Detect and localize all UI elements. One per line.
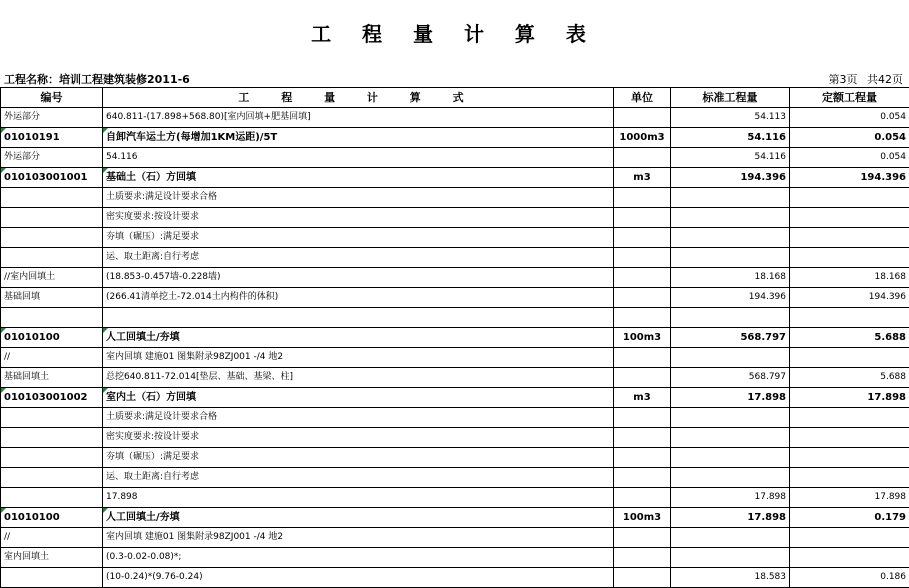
header-formula: 工 程 量 计 算 式: [103, 88, 614, 108]
code-cell[interactable]: 010103001002: [1, 388, 103, 408]
table-row: [1, 108, 909, 128]
quota-quantity-cell[interactable]: [790, 188, 909, 208]
table-row: [1, 328, 909, 348]
table-row: [1, 368, 909, 388]
unit-cell[interactable]: [614, 428, 671, 448]
page-title: 工 程 量 计 算 表: [0, 18, 909, 47]
standard-quantity-cell[interactable]: 568.797: [671, 328, 790, 348]
formula-cell[interactable]: 运、取土距离:自行考虑: [103, 468, 614, 488]
standard-quantity-cell[interactable]: [671, 468, 790, 488]
code-cell[interactable]: 基础回填: [1, 288, 103, 308]
code-cell[interactable]: //: [1, 348, 103, 368]
quota-quantity-cell[interactable]: 0.054: [790, 108, 909, 128]
table-row: [1, 528, 909, 548]
quota-quantity-cell[interactable]: [790, 528, 909, 548]
code-cell[interactable]: 外运部分: [1, 148, 103, 168]
table-header-row: [1, 88, 909, 108]
unit-cell[interactable]: [614, 108, 671, 128]
formula-cell[interactable]: 土质要求:满足设计要求合格: [103, 188, 614, 208]
code-cell[interactable]: [1, 188, 103, 208]
standard-quantity-cell[interactable]: 17.898: [671, 508, 790, 528]
unit-cell[interactable]: [614, 568, 671, 588]
unit-cell[interactable]: [614, 248, 671, 268]
table-row: [1, 228, 909, 248]
standard-quantity-cell[interactable]: 194.396: [671, 168, 790, 188]
formula-cell[interactable]: (10-0.24)*(9.76-0.24): [103, 568, 614, 588]
formula-cell[interactable]: 室内回填 建施01 图集附录98ZJ001 -/4 地2: [103, 348, 614, 368]
unit-cell[interactable]: [614, 148, 671, 168]
unit-cell[interactable]: [614, 188, 671, 208]
code-cell[interactable]: [1, 228, 103, 248]
unit-cell[interactable]: [614, 368, 671, 388]
unit-cell[interactable]: [614, 348, 671, 368]
formula-cell[interactable]: (18.853-0.457墙-0.228墙): [103, 268, 614, 288]
quota-quantity-cell[interactable]: 194.396: [790, 168, 909, 188]
table-row: [1, 208, 909, 228]
page-total: 共42页: [867, 73, 903, 86]
standard-quantity-cell[interactable]: 54.116: [671, 148, 790, 168]
table-row: [1, 408, 909, 428]
quota-quantity-cell[interactable]: [790, 428, 909, 448]
table-row: [1, 508, 909, 528]
standard-quantity-cell[interactable]: 54.113: [671, 108, 790, 128]
formula-cell[interactable]: 密实度要求:按设计要求: [103, 428, 614, 448]
table-row: [1, 268, 909, 288]
standard-quantity-cell[interactable]: [671, 348, 790, 368]
table-row: [1, 128, 909, 148]
unit-cell[interactable]: [614, 468, 671, 488]
code-cell[interactable]: //室内回填土: [1, 268, 103, 288]
header-unit: 单位: [614, 88, 671, 108]
quota-quantity-cell[interactable]: [790, 208, 909, 228]
formula-cell[interactable]: 640.811-(17.898+568.80)[室内回填+肥基回填]: [103, 108, 614, 128]
code-cell[interactable]: 01010100: [1, 328, 103, 348]
formula-cell[interactable]: 人工回填土/夯填: [103, 328, 614, 348]
formula-cell[interactable]: [103, 308, 614, 328]
code-cell[interactable]: [1, 568, 103, 588]
quota-quantity-cell[interactable]: [790, 248, 909, 268]
unit-cell[interactable]: [614, 448, 671, 468]
table-row: [1, 308, 909, 328]
calculation-table: [0, 87, 909, 588]
table-row: [1, 348, 909, 368]
table-row: [1, 488, 909, 508]
quota-quantity-cell[interactable]: [790, 408, 909, 428]
code-cell[interactable]: 01010100: [1, 508, 103, 528]
unit-cell[interactable]: [614, 488, 671, 508]
formula-cell[interactable]: 运、取土距离:自行考虑: [103, 248, 614, 268]
header-standard-quantity: 标准工程量: [671, 88, 790, 108]
code-cell[interactable]: 010103001001: [1, 168, 103, 188]
formula-cell[interactable]: 54.116: [103, 148, 614, 168]
code-cell[interactable]: [1, 248, 103, 268]
table-row: [1, 548, 909, 568]
unit-cell[interactable]: [614, 268, 671, 288]
table-body: [1, 108, 909, 588]
standard-quantity-cell[interactable]: [671, 428, 790, 448]
unit-cell[interactable]: 100m3: [614, 328, 671, 348]
quota-quantity-cell[interactable]: 0.186: [790, 568, 909, 588]
table-row: [1, 188, 909, 208]
quota-quantity-cell[interactable]: 17.898: [790, 488, 909, 508]
quota-quantity-cell[interactable]: [790, 348, 909, 368]
formula-cell[interactable]: 自卸汽车运土方(每增加1KM运距)/5T: [103, 128, 614, 148]
unit-cell[interactable]: m3: [614, 168, 671, 188]
code-cell[interactable]: [1, 468, 103, 488]
header-code: 编号: [1, 88, 103, 108]
formula-cell[interactable]: 密实度要求:按设计要求: [103, 208, 614, 228]
code-cell[interactable]: [1, 488, 103, 508]
standard-quantity-cell[interactable]: [671, 448, 790, 468]
code-cell[interactable]: [1, 408, 103, 428]
formula-cell[interactable]: 夯填（碾压）:满足要求: [103, 448, 614, 468]
page-indicator: [823, 71, 904, 87]
quota-quantity-cell[interactable]: [790, 448, 909, 468]
unit-cell[interactable]: 1000m3: [614, 128, 671, 148]
header-quota-quantity: 定额工程量: [790, 88, 909, 108]
table-row: [1, 288, 909, 308]
formula-cell[interactable]: (0.3-0.02-0.08)*;: [103, 548, 614, 568]
page-number: 第3页: [829, 73, 858, 86]
formula-cell[interactable]: 室内回填 建施01 图集附录98ZJ001 -/4 地2: [103, 528, 614, 548]
quota-quantity-cell[interactable]: 18.168: [790, 268, 909, 288]
standard-quantity-cell[interactable]: [671, 248, 790, 268]
code-cell[interactable]: 外运部分: [1, 108, 103, 128]
formula-cell[interactable]: 基础土（石）方回填: [103, 168, 614, 188]
unit-cell[interactable]: [614, 408, 671, 428]
standard-quantity-cell[interactable]: [671, 188, 790, 208]
standard-quantity-cell[interactable]: 194.396: [671, 288, 790, 308]
unit-cell[interactable]: [614, 288, 671, 308]
unit-cell[interactable]: m3: [614, 388, 671, 408]
formula-cell[interactable]: 土质要求:满足设计要求合格: [103, 408, 614, 428]
table-row: [1, 468, 909, 488]
standard-quantity-cell[interactable]: 54.116: [671, 128, 790, 148]
standard-quantity-cell[interactable]: [671, 408, 790, 428]
code-cell[interactable]: 基础回填土: [1, 368, 103, 388]
table-row: [1, 248, 909, 268]
quota-quantity-cell[interactable]: 194.396: [790, 288, 909, 308]
quota-quantity-cell[interactable]: [790, 468, 909, 488]
code-cell[interactable]: [1, 428, 103, 448]
quota-quantity-cell[interactable]: 0.179: [790, 508, 909, 528]
unit-cell[interactable]: 100m3: [614, 508, 671, 528]
code-cell[interactable]: [1, 448, 103, 468]
formula-cell[interactable]: 室内土（石）方回填: [103, 388, 614, 408]
quota-quantity-cell[interactable]: 0.054: [790, 128, 909, 148]
quota-quantity-cell[interactable]: 5.688: [790, 368, 909, 388]
formula-cell[interactable]: (266.41清单挖土-72.014土内构件的体积): [103, 288, 614, 308]
formula-cell[interactable]: 夯填（碾压）:满足要求: [103, 228, 614, 248]
standard-quantity-cell[interactable]: [671, 308, 790, 328]
table-row: [1, 168, 909, 188]
standard-quantity-cell[interactable]: [671, 548, 790, 568]
table-row: [1, 568, 909, 588]
formula-cell[interactable]: 17.898: [103, 488, 614, 508]
formula-cell[interactable]: 人工回填土/夯填: [103, 508, 614, 528]
standard-quantity-cell[interactable]: [671, 228, 790, 248]
code-cell[interactable]: //: [1, 528, 103, 548]
standard-quantity-cell[interactable]: 17.898: [671, 488, 790, 508]
code-cell[interactable]: [1, 308, 103, 328]
standard-quantity-cell[interactable]: 18.168: [671, 268, 790, 288]
quota-quantity-cell[interactable]: [790, 228, 909, 248]
quota-quantity-cell[interactable]: 0.054: [790, 148, 909, 168]
table-row: [1, 448, 909, 468]
unit-cell[interactable]: [614, 548, 671, 568]
quota-quantity-cell[interactable]: 17.898: [790, 388, 909, 408]
quota-quantity-cell[interactable]: [790, 308, 909, 328]
standard-quantity-cell[interactable]: 17.898: [671, 388, 790, 408]
standard-quantity-cell[interactable]: [671, 208, 790, 228]
code-cell[interactable]: [1, 208, 103, 228]
project-name: 工程名称：培训工程建筑装修2011-6: [4, 71, 190, 87]
unit-cell[interactable]: [614, 308, 671, 328]
quota-quantity-cell[interactable]: 5.688: [790, 328, 909, 348]
unit-cell[interactable]: [614, 528, 671, 548]
table-row: [1, 148, 909, 168]
standard-quantity-cell[interactable]: 18.583: [671, 568, 790, 588]
code-cell[interactable]: 室内回填土: [1, 548, 103, 568]
quota-quantity-cell[interactable]: [790, 548, 909, 568]
code-cell[interactable]: 01010191: [1, 128, 103, 148]
standard-quantity-cell[interactable]: [671, 528, 790, 548]
formula-cell[interactable]: 总挖640.811-72.014[垫层、基础、基梁、柱]: [103, 368, 614, 388]
table-row: [1, 388, 909, 408]
table-row: [1, 428, 909, 448]
unit-cell[interactable]: [614, 208, 671, 228]
standard-quantity-cell[interactable]: 568.797: [671, 368, 790, 388]
unit-cell[interactable]: [614, 228, 671, 248]
